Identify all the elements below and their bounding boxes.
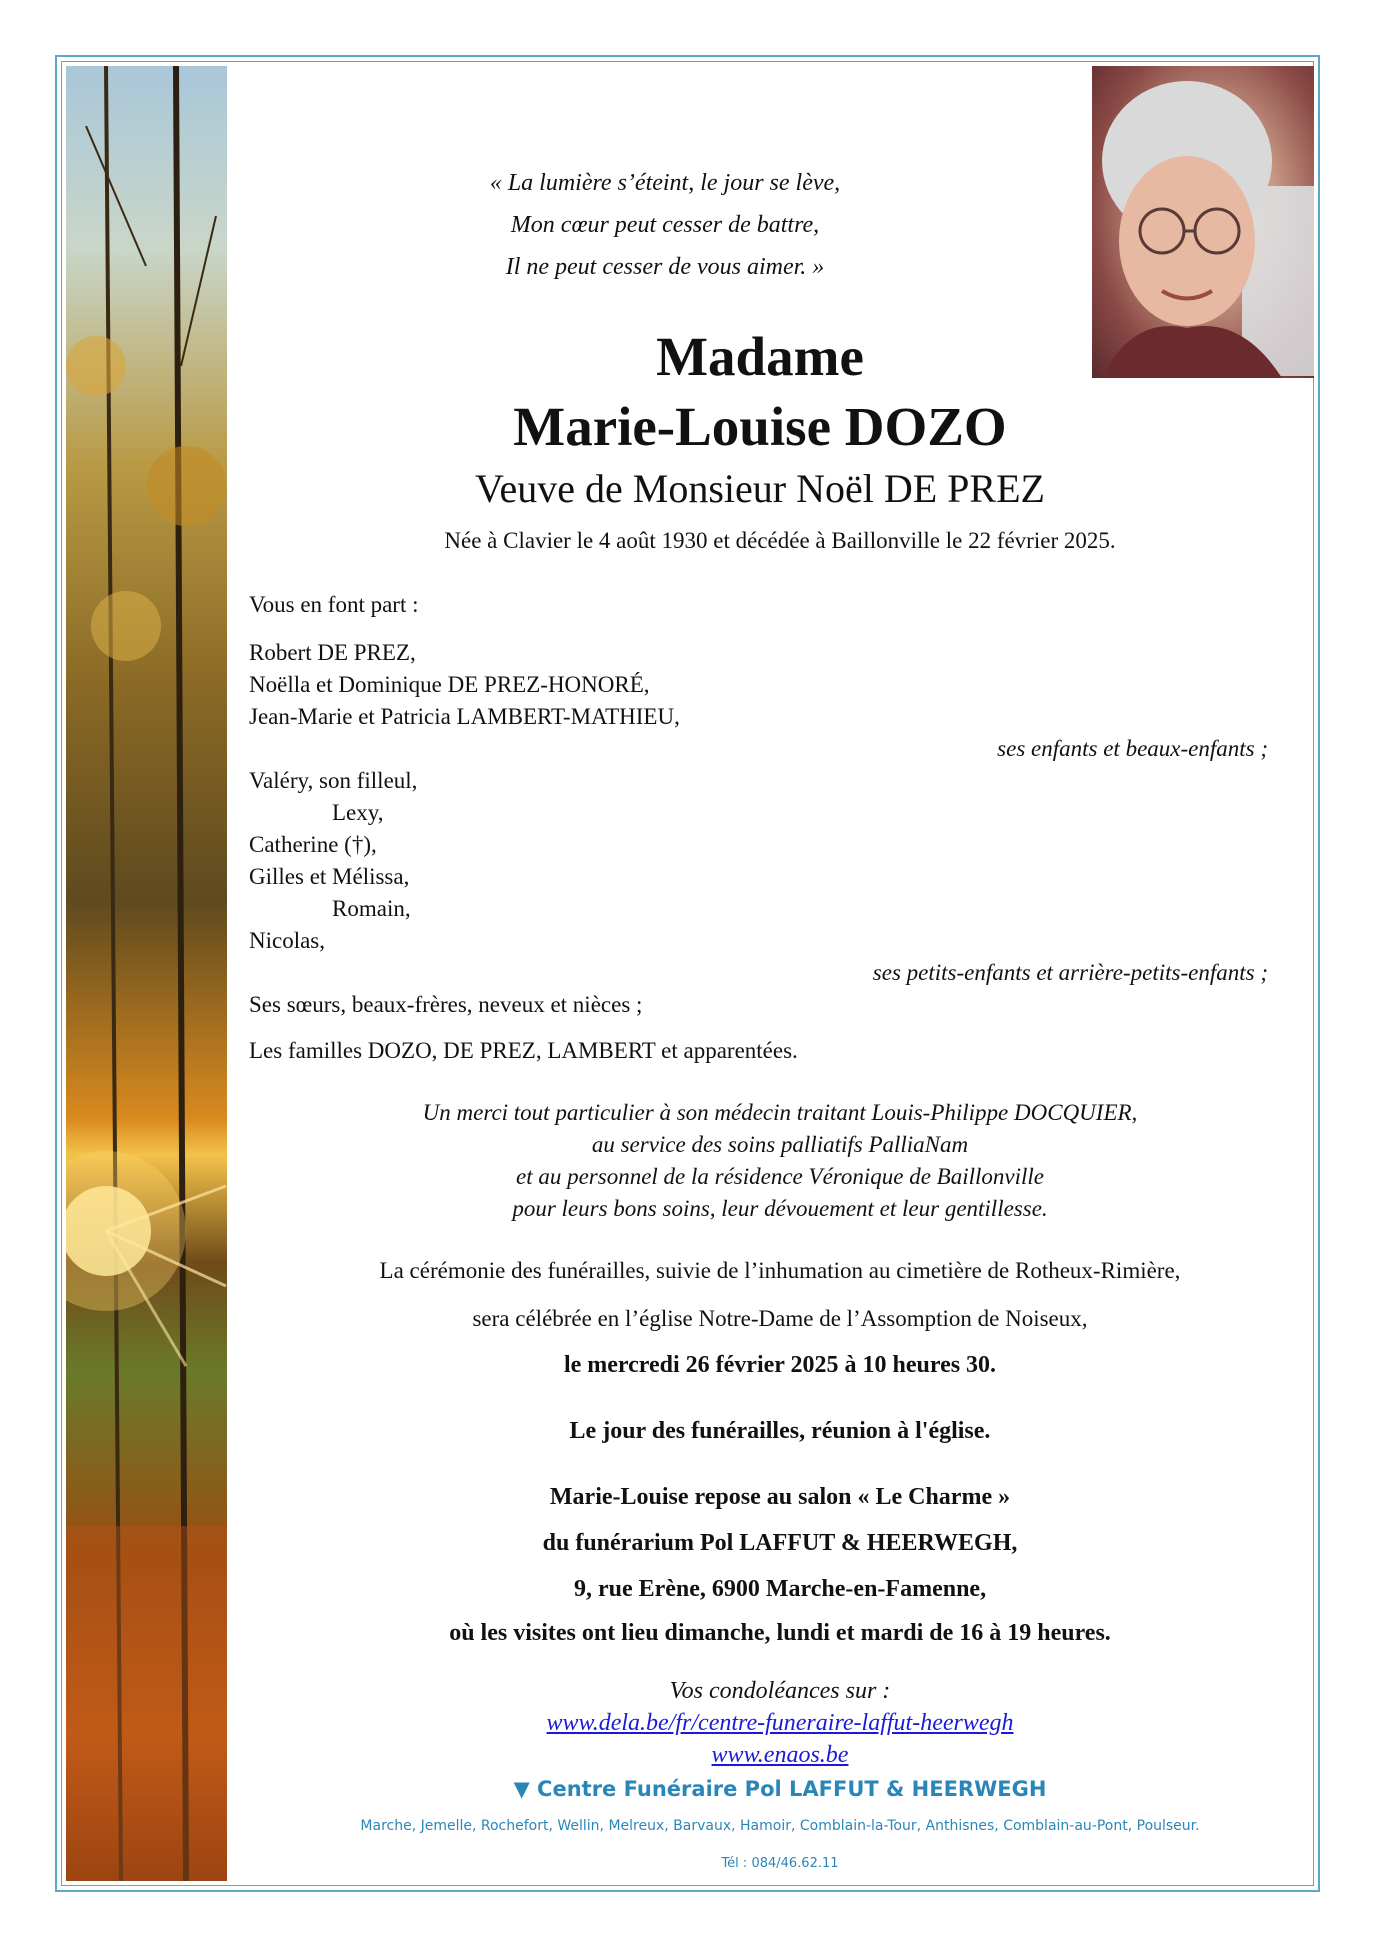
grandchild-4: Gilles et Mélissa,	[249, 864, 410, 889]
ceremony-line-1: La cérémonie des funérailles, suivie de l’inhumation au cimetière de Rotheux-Rimière,	[379, 1258, 1181, 1283]
deceased-name: Marie-Louise DOZO	[513, 396, 1007, 457]
grandchild-6: Nicolas,	[249, 928, 326, 953]
condolences-label: Vos condoléances sur :	[669, 1678, 891, 1704]
family-intro: Vous en font part :	[249, 592, 419, 617]
autumn-forest-image	[66, 66, 227, 1881]
brand-towns: Marche, Jemelle, Rochefort, Wellin, Melreux, Barvaux, Hamoir, Comblain-la-Tour, Anthisnes, Comblain-au-Pont, Poulseur.	[360, 1818, 1200, 1834]
grandchild-3: Catherine (†),	[249, 832, 377, 857]
title-madame: Madame	[656, 326, 864, 387]
brand-telephone: Tél : 084/46.62.11	[721, 1856, 839, 1871]
grandchild-1: Valéry, son filleul,	[249, 768, 418, 793]
brand-name: Centre Funéraire Pol LAFFUT & HEERWEGH	[537, 1777, 1047, 1801]
grandchildren-label: ses petits-enfants et arrière-petits-enfants ;	[872, 960, 1268, 985]
child-1: Robert DE PREZ,	[249, 640, 416, 665]
thanks-line-4: pour leurs bons soins, leur dévouement et leur gentillesse.	[512, 1196, 1048, 1221]
thanks-line-3: et au personnel de la résidence Véronique de Baillonville	[515, 1164, 1044, 1189]
visitation-line-3: 9, rue Erène, 6900 Marche-en-Famenne,	[573, 1576, 987, 1602]
grandchild-2: Lexy,	[332, 800, 384, 825]
thanks-line-2: au service des soins palliatifs PalliaNam	[591, 1132, 969, 1157]
quote-line-3: Il ne peut cesser de vous aimer. »	[505, 254, 825, 280]
brand-line	[260, 1777, 1300, 1801]
triangle-down-icon: ▼	[513, 1777, 538, 1801]
thanks-line-1: Un merci tout particulier à son médecin traitant Louis-Philippe DOCQUIER,	[422, 1100, 1138, 1125]
quote-line-1: « La lumière s’éteint, le jour se lève,	[489, 170, 841, 196]
visitation-line-4: où les visites ont lieu dimanche, lundi et mardi de 16 à 19 heures.	[449, 1620, 1111, 1646]
children-label: ses enfants et beaux-enfants ;	[997, 736, 1268, 761]
visitation-line-2: du funérarium Pol LAFFUT & HEERWEGH,	[542, 1530, 1018, 1556]
ceremony-date: le mercredi 26 février 2025 à 10 heures 30.	[563, 1352, 997, 1378]
visitation-line-1: Marie-Louise repose au salon « Le Charme »	[549, 1484, 1011, 1510]
siblings-line: Ses sœurs, beaux-frères, neveux et nièces ;	[249, 992, 643, 1017]
families-line: Les familles DOZO, DE PREZ, LAMBERT et apparentées.	[249, 1038, 798, 1063]
quote-line-2: Mon cœur peut cesser de battre,	[510, 212, 820, 238]
widow-of: Veuve de Monsieur Noël DE PREZ	[475, 466, 1045, 511]
condolences-link-enaos[interactable]: www.enaos.be	[711, 1742, 849, 1768]
grandchild-5: Romain,	[332, 896, 411, 921]
child-2: Noëlla et Dominique DE PREZ-HONORÉ,	[249, 672, 650, 697]
condolences-link-dela[interactable]: www.dela.be/fr/centre-funeraire-laffut-heerwegh	[546, 1710, 1014, 1736]
ceremony-line-2: sera célébrée en l’église Notre-Dame de l’Assomption de Noiseux,	[472, 1306, 1088, 1331]
birth-death-dates: Née à Clavier le 4 août 1930 et décédée à Baillonville le 22 février 2025.	[444, 528, 1116, 553]
ceremony-meeting: Le jour des funérailles, réunion à l'église.	[569, 1418, 991, 1444]
child-3: Jean-Marie et Patricia LAMBERT-MATHIEU,	[249, 704, 680, 729]
